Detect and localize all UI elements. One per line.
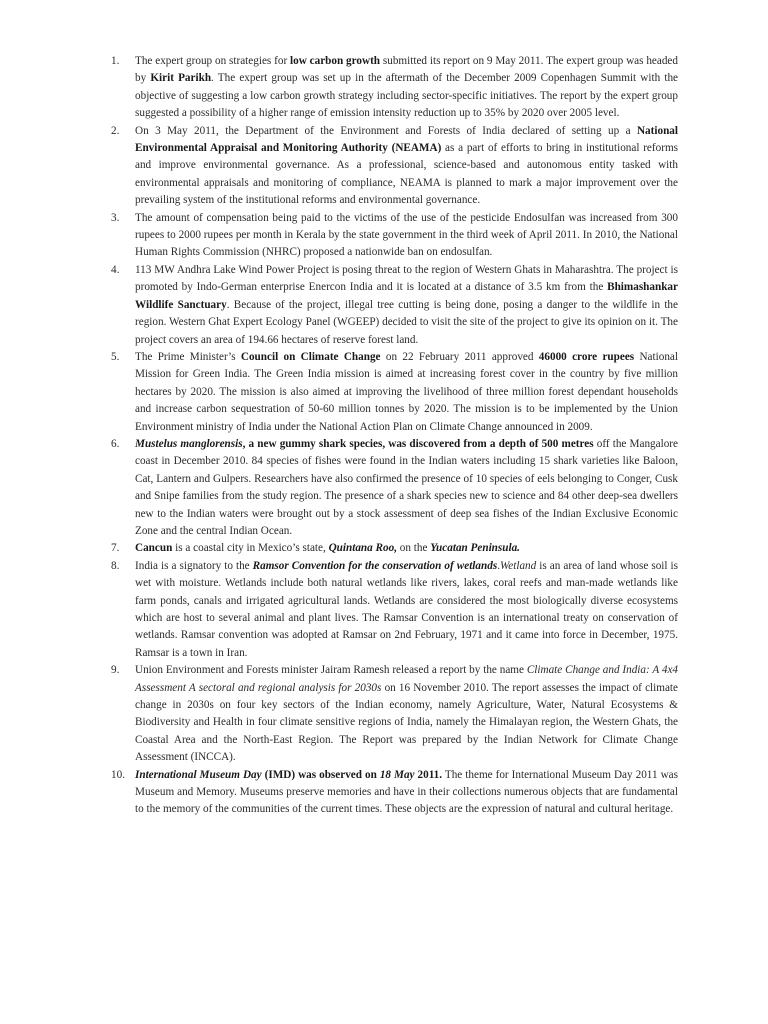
emphasized-text: Council on Climate Change	[240, 350, 381, 363]
text-run: India is a signatory to the	[135, 559, 253, 572]
text-run: . The expert group was set up in the aftermath of the December 2009 Copenhagen Summit with the objective of suggesting a low carbon growth strategy including sector-specific initiatives. The report by the expert group suggested a possibility of a higher range of emission intensity reduction up to 35% by 2020 over 2005 level.	[135, 72, 679, 120]
emphasized-text: Wetland	[499, 559, 537, 572]
emphasized-text: low carbon growth	[290, 55, 381, 67]
list-item	[0, 262, 768, 349]
text-run: is an area of land whose soil is wet with moisture. Wetlands include both natural wetlands like rivers, lakes, coral reefs and man-made wetlands like farm ponds, canals and irrigated agricultural lands. Wetlands are considered the most biologically diverse ecosystems which are host to several animal and plant lives. The Ramsar Convention is an international treaty on conservation of wetlands. Ramsar convention was adopted at Ramsar on 2nd February, 1971 and it came into force in December, 1975. Ramsar is a town in Iran.	[135, 559, 679, 659]
emphasized-text: 46000 crore rupees	[538, 350, 635, 363]
text-run: is a coastal city in Mexico’s state,	[172, 542, 329, 555]
emphasized-text: Climate Change and India: A 4x4 Assessment A sectoral and regional analysis for 2030s	[135, 664, 679, 694]
emphasized-text: 18 May	[379, 768, 415, 781]
text-run: on the	[397, 542, 431, 555]
list-item	[0, 767, 768, 819]
text-run: On 3 May 2011, the Department of the Environment and Forests of India declared of setting up a	[135, 124, 637, 137]
list-item-text	[135, 769, 678, 816]
text-run: 113 MW Andhra Lake Wind Power Project is posing threat to the region of Western Ghats in Maharashtra. The project is promoted by Indo-German enterprise Enercon India and it is located at a distance of 3.5 km from the	[135, 263, 678, 294]
list-item-text	[135, 351, 678, 433]
list-item-number: 5.	[111, 350, 120, 363]
emphasized-text: Mustelus manglorensis	[135, 437, 243, 450]
list-item-number: 9.	[111, 664, 120, 677]
list-item-text	[135, 55, 678, 119]
list-item-text	[135, 264, 678, 346]
emphasized-text: Kirit Parikh	[150, 72, 212, 85]
emphasized-text: National Environmental Appraisal and Monitoring Authority (NEAMA)	[135, 124, 678, 155]
text-run: as a part of efforts to bring in institutional reforms and improve environmental governance. As a professional, science-based and autonomous entity tasked with environmental appraisals and monitoring of compliance, NEAMA is planned to mark a major improvement over the prevailing system of the institutional reforms and environmental governance.	[135, 142, 678, 207]
emphasized-text: 2011.	[414, 768, 443, 781]
list-item-text	[135, 560, 678, 659]
emphasized-text: , a new gummy shark species, was discovered from a depth of 500 metres	[242, 437, 594, 450]
list-item-text	[135, 664, 678, 763]
list-item-number: 6.	[111, 437, 120, 450]
emphasized-text: Cancun	[135, 542, 173, 555]
emphasized-text: Yucatan Peninsula.	[430, 542, 520, 555]
list-item	[0, 349, 768, 436]
emphasized-text: Ramsor Convention for the conservation of wetlands	[252, 559, 498, 572]
list-item-number: 7.	[111, 542, 120, 555]
list-item-number: 4.	[111, 263, 120, 276]
list-item	[0, 558, 768, 662]
list-item	[0, 540, 768, 557]
text-run: National Mission for Green India. The Green India mission is aimed at increasing forest cover in the country by five million hectares by 2020. The mission is also aimed at improving the livelihood of three million forest dependant households and increase carbon sequestration of 50-60 million tonnes by 2020. The mission is to be implemented by the Union Environment ministry of India under the National Action Plan on Climate Change announced in 2009.	[135, 350, 678, 433]
text-run: The Prime Minister’s	[135, 350, 241, 363]
text-run: Union Environment and Forests minister Jairam Ramesh released a report by the name	[135, 664, 527, 677]
list-item	[0, 662, 768, 766]
text-run: on 16 November 2010. The report assesses the impact of climate change in 2030s on four key sectors of the Indian economy, namely Agriculture, Water, Natural Ecosystems & Biodiversity and Health in four climate sensitive regions of India, namely the Himalayan region, the Western Ghats, the Coastal Area and the North-East Region. The Report was prepared by the Indian Network for Climate Change Assessment (INCCA).	[135, 681, 678, 764]
emphasized-text: Bhimashankar Wildlife Sanctuary	[135, 281, 678, 311]
numbered-list	[0, 53, 768, 819]
list-item	[0, 123, 768, 210]
text-run: . Because of the project, illegal tree cutting is being done, posing a danger to the wildlife in the region. Western Ghat Expert Ecology Panel (WGEEP) decided to visit the site of the project to give its opinion on it. The project covers an area of 194.66 hectares of reserve forest land.	[135, 298, 678, 346]
list-item-text	[135, 438, 678, 537]
emphasized-text: International Museum Day	[135, 768, 262, 781]
text-run: off the Mangalore coast in December 2010. 84 species of fishes were found in the Indian waters including 15 shark varieties like Baloon, Cat, Lantern and Gulpers. Researchers have also confirmed the presence of 10 species of eels belonging to Conger, Cusk and Snipe families from the study region. The presence of a shark species new to science and 84 other deep-sea dwellers new to the Indian waters were brought out by a stock assessment of deep sea fishes of the Indian Exclusive Economic Zone and the central Indian Ocean.	[135, 437, 678, 537]
list-item-number: 10.	[111, 768, 125, 781]
list-item-number: 3.	[111, 211, 120, 224]
list-item-text	[135, 542, 520, 554]
list-item	[0, 436, 768, 540]
list-item	[0, 210, 768, 262]
emphasized-text: (IMD) was observed on	[261, 768, 380, 781]
text-run: The expert group on strategies for	[135, 55, 291, 67]
emphasized-text: Quintana Roo,	[328, 542, 397, 555]
list-item-text	[135, 125, 678, 207]
text-run: on 22 February 2011 approved	[380, 350, 539, 363]
text-run: .	[497, 559, 500, 572]
text-run: The theme for International Museum Day 2011 was Museum and Memory. Museums preserve memories and have in their collections numerous objects that are fundamental to the memory of the communities of the current times. These objects are the expression of natural and cultural heritage.	[135, 768, 678, 816]
list-item-number: 1.	[111, 55, 120, 67]
list-item-number: 2.	[111, 124, 120, 137]
list-item-text	[135, 212, 678, 259]
text-run: submitted its report on 9 May 2011. The expert group was headed by	[135, 55, 678, 85]
text-run: The amount of compensation being paid to the victims of the use of the pesticide Endosulfan was increased from 300 rupees to 2000 rupees per month in Kerala by the state government in the third week of April 2011. In 2010, the National Human Rights Commission (NHRC) proposed a nationwide ban on endosulfan.	[135, 211, 678, 259]
list-item-number: 8.	[111, 559, 120, 572]
list-item	[0, 53, 768, 123]
